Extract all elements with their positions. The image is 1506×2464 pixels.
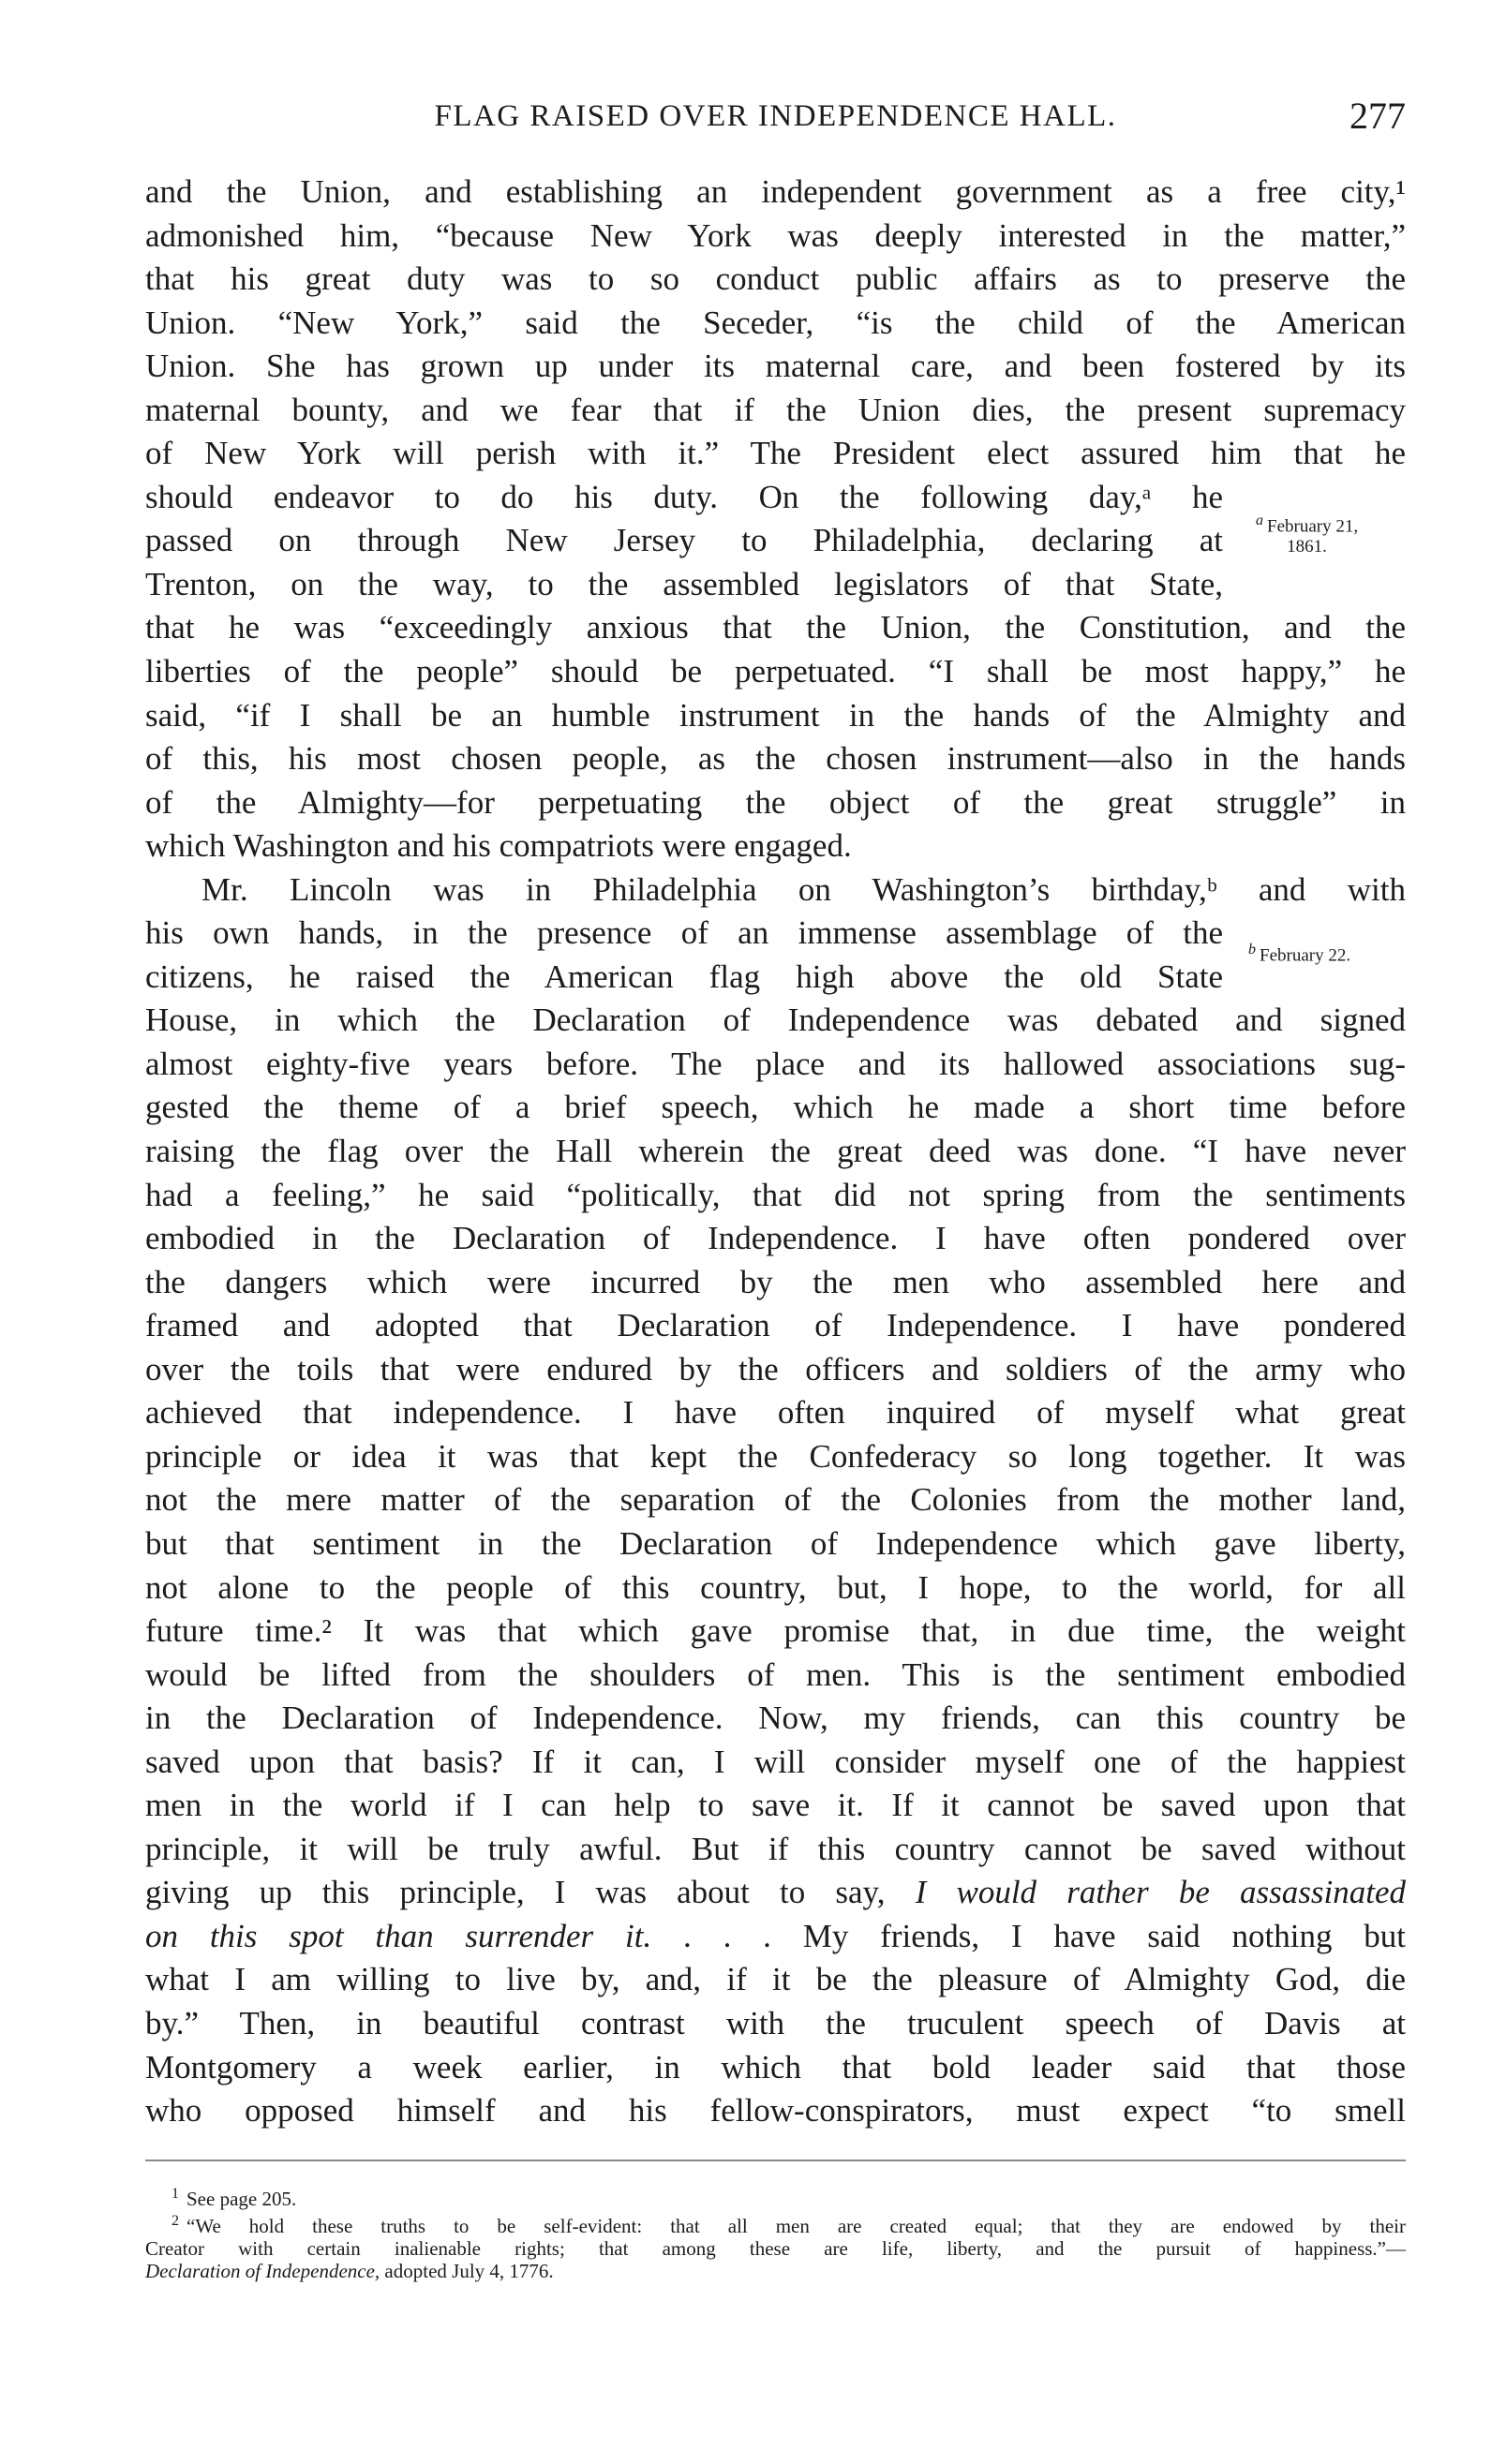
footnote-2-line-1 [145, 2210, 1406, 2237]
text-line: who opposed himself and his fellow-conspirators, must expect “to smell [145, 2092, 1406, 2130]
text-segment: . . . My friends, I have said nothing but [651, 1917, 1406, 1954]
text-line: said, “if I shall be an humble instrument in the hands of the Almighty and [145, 696, 1406, 734]
text-segment: giving up this principle, I was about to say, [145, 1874, 916, 1911]
running-head [145, 90, 1406, 142]
text-line: of this, his most chosen people, as the chosen instrument—also in the hands [145, 740, 1406, 778]
text-line: of the Almighty—for perpetuating the object of the great struggle” in [145, 783, 1406, 821]
text-line: which Washington and his compatriots were engaged. [145, 827, 852, 865]
margin-note-date: February 22. [1260, 945, 1351, 966]
text-line: but that sentiment in the Declaration of Independence which gave liberty, [145, 1524, 1406, 1562]
text-line: his own hands, in the presence of an immense assemblage of the [145, 914, 1223, 952]
text-line: and the Union, and establishing an independent government as a free city,¹ [145, 173, 1406, 210]
running-title: FLAG RAISED OVER INDEPENDENCE HALL. [434, 99, 1117, 133]
text-line: Union. She has grown up under its maternal care, and been fostered by its [145, 348, 1406, 385]
margin-note-mark: a [1256, 512, 1263, 528]
text-line: future time.² It was that which gave promise that, in due time, the weight [145, 1612, 1406, 1650]
text-line [145, 1915, 1406, 1959]
footnote-source-date: adopted July 4, 1776. [380, 2260, 554, 2282]
text-line: Trenton, on the way, to the assembled legislators of that State, [145, 565, 1223, 602]
footnote-text: See page 205. [186, 2188, 297, 2210]
text-line: of New York will perish with it.” The President elect assured him that he [145, 435, 1406, 472]
text-line [145, 1871, 1406, 1915]
text-line: liberties of the people” should be perpetuated. “I shall be most happy,” he [145, 653, 1406, 690]
text-line: Mr. Lincoln was in Philadelphia on Washington’s birthday,ᵇ and with [201, 870, 1406, 908]
text-line: embodied in the Declaration of Independence. I have often pondered over [145, 1220, 1406, 1257]
italic-segment: on this spot than surrender it. [145, 1917, 652, 1954]
page-number: 277 [1349, 95, 1406, 137]
italic-segment: I would rather be assassinated [915, 1874, 1406, 1911]
footnote-2-line-2: Creator with certain inalienable rights; that among these are life, liberty, and the pursuit of happiness.”— [145, 2237, 1406, 2260]
footnote-source-title: Declaration of Independence, [145, 2260, 380, 2282]
text-line: raising the flag over the Hall wherein the great deed was done. “I have never [145, 1133, 1406, 1170]
footnote-text: “We hold these truths to be self-evident: that all men are created equal; that they are endowed by their [186, 2215, 1406, 2237]
text-line: maternal bounty, and we fear that if the Union dies, the present supremacy [145, 391, 1406, 428]
text-line: that he was “exceedingly anxious that the Union, the Constitution, and the [145, 609, 1406, 646]
text-line: citizens, he raised the American flag high above the old State [145, 957, 1223, 995]
text-line: framed and adopted that Declaration of Independence. I have pondered [145, 1307, 1406, 1344]
text-line: should endeavor to do his duty. On the following day,ᵃ he [145, 478, 1223, 515]
text-line: what I am willing to live by, and, if it be the pleasure of Almighty God, die [145, 1961, 1406, 1998]
text-line: the dangers which were incurred by the men who assembled here and [145, 1263, 1406, 1300]
footnotes [145, 2183, 1406, 2282]
footnote-number: 1 [171, 2186, 179, 2202]
text-line: by.” Then, in beautiful contrast with the truculent speech of Davis at [145, 2004, 1406, 2041]
text-line: principle or idea it was that kept the Confederacy so long together. It was [145, 1437, 1406, 1475]
margin-note-february-22 [1248, 940, 1350, 966]
footnote-2-line-3 [145, 2260, 1406, 2282]
text-line: Montgomery a week earlier, in which that bold leader said that those [145, 2048, 1406, 2085]
footnote-1 [145, 2183, 1406, 2210]
margin-note-date: February 21, [1267, 516, 1359, 537]
text-line: almost eighty-five years before. The place and its hallowed associations sug- [145, 1045, 1406, 1082]
text-line: House, in which the Declaration of Independence was debated and signed [145, 1002, 1406, 1039]
footnote-divider [145, 2160, 1406, 2161]
margin-note-mark: b [1248, 942, 1256, 957]
text-line: not alone to the people of this country, but, I hope, to the world, for all [145, 1568, 1406, 1606]
text-line: admonished him, “because New York was deeply interested in the matter,” [145, 216, 1406, 254]
text-line: not the mere matter of the separation of the Colonies from the mother land, [145, 1481, 1406, 1519]
body-text [145, 171, 1406, 2133]
footnote-number: 2 [171, 2213, 179, 2229]
text-line: in the Declaration of Independence. Now, my friends, can this country be [145, 1700, 1406, 1737]
text-line: Union. “New York,” said the Seceder, “is the child of the American [145, 304, 1406, 341]
text-line: would be lifted from the shoulders of men. This is the sentiment embodied [145, 1655, 1406, 1693]
text-line: passed on through New Jersey to Philadelphia, declaring at [145, 522, 1223, 559]
margin-note-year: 1861. [1287, 537, 1327, 557]
text-line: principle, it will be truly awful. But if this country cannot be saved without [145, 1830, 1406, 1867]
margin-note-february-21 [1256, 511, 1358, 557]
text-line: saved upon that basis? If it can, I will consider myself one of the happiest [145, 1743, 1406, 1780]
text-line: had a feeling,” he said “politically, that did not spring from the sentiments [145, 1176, 1406, 1213]
text-line: over the toils that were endured by the officers and soldiers of the army who [145, 1350, 1406, 1388]
text-line: achieved that independence. I have often inquired of myself what great [145, 1394, 1406, 1432]
text-line: that his great duty was to so conduct public affairs as to preserve the [145, 260, 1406, 298]
text-line: gested the theme of a brief speech, which he made a short time before [145, 1089, 1406, 1126]
text-line: men in the world if I can help to save it. If it cannot be saved upon that [145, 1787, 1406, 1824]
